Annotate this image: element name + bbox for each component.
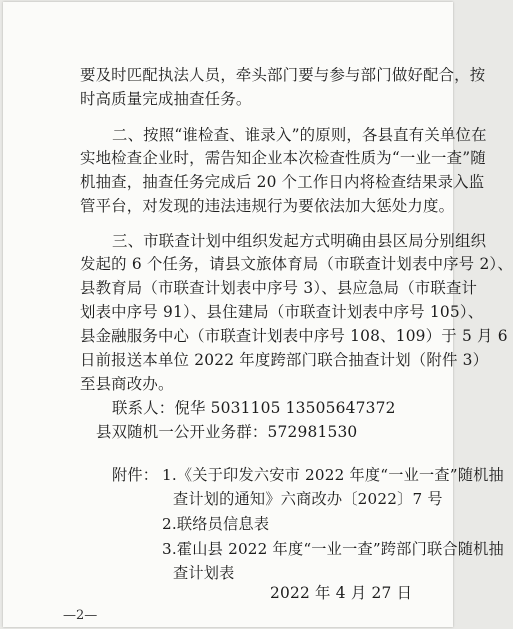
contact-line: 联系人：倪华 5031105 13505647372 — [112, 399, 396, 417]
document-page — [3, 2, 513, 627]
body-line-3: 二、按照“谁检查、谁录入”的原则，各县直有关单位在 — [112, 126, 487, 144]
attachment-line-1: 1.《关于印发六安市 2022 年度“一业一查”随机抽 — [162, 466, 504, 484]
body-line-6: 管平台，对发现的违法违规行为要依法加大惩处力度。 — [80, 197, 455, 215]
body-line-9: 县教育局（市联查计划表中序号 3）、县应急局（市联查计 — [80, 279, 478, 297]
page-number: —2— — [63, 608, 98, 623]
document-date: 2022 年 4 月 27 日 — [270, 584, 413, 602]
attachment-line-3: 2.联络员信息表 — [162, 515, 270, 533]
body-line-10: 划表中序号 91）、县住建局（市联查计划表中序号 105）、 — [80, 303, 484, 321]
body-line-13: 至县商改办。 — [80, 375, 174, 393]
body-line-7: 三、市联查计划中组织发起方式明确由县区局分别组织 — [112, 232, 487, 250]
attachments-label: 附件： — [112, 466, 159, 484]
body-line-1: 要及时匹配执法人员，牵头部门要与参与部门做好配合，按 — [80, 66, 486, 84]
body-line-12: 日前报送本单位 2022 年度跨部门联合抽查计划（附件 3） — [80, 351, 489, 369]
body-line-8: 发起的 6 个任务，请县文旅体育局（市联查计划表中序号 2）、 — [80, 255, 513, 273]
body-line-4: 实地检查企业时，需告知企业本次检查性质为“一业一查”随 — [80, 149, 486, 167]
attachment-line-2: 查计划的通知》六商改办〔2022〕7 号 — [173, 490, 443, 508]
attachment-line-5: 查计划表 — [173, 564, 235, 582]
body-line-11: 县金融服务中心（市联查计划表中序号 108、109）于 5 月 6 — [80, 327, 508, 345]
business-group-line: 县双随机一公开业务群：572981530 — [96, 423, 358, 441]
body-line-2: 时高质量完成抽查任务。 — [80, 90, 252, 108]
body-line-5: 机抽查，抽查任务完成后 20 个工作日内将检查结果录入监 — [80, 173, 485, 191]
attachment-line-4: 3.霍山县 2022 年度“一业一查”跨部门联合随机抽 — [162, 540, 504, 558]
